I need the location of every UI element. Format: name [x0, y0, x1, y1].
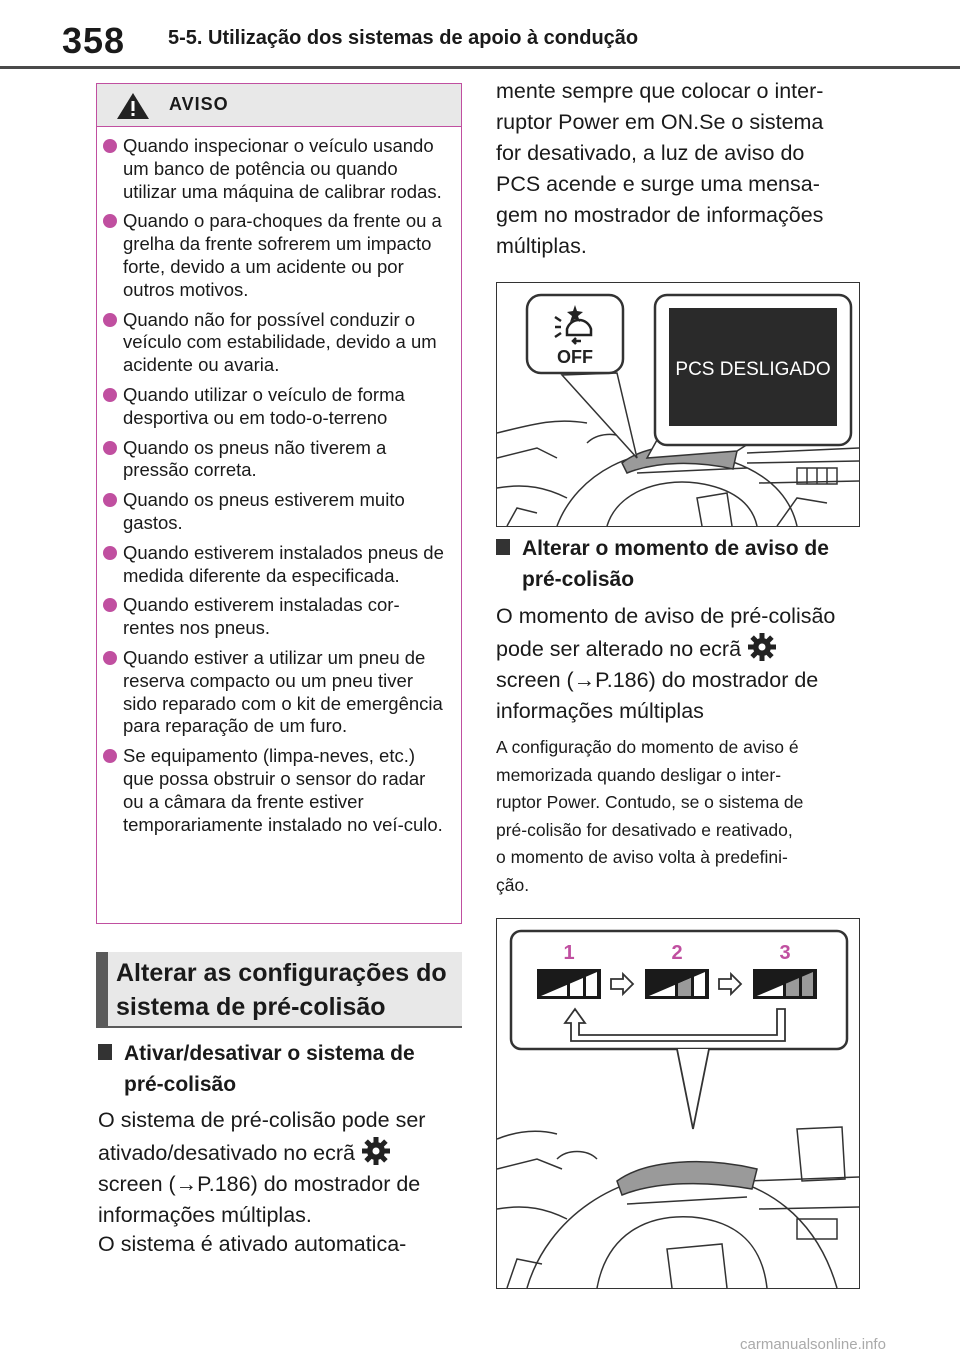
timing-level-1-icon: [537, 969, 601, 999]
warning-item: Quando estiver a utilizar um pneu de reserva compacto ou um pneu tiver sido reparado com o kit de emergência para reparação de um furo.: [103, 647, 449, 738]
warning-item: Se equipamento (limpa-neves, etc.) que possa obstruir o sensor do radar ou a câmara da frente estiver temporariamente instalado no veí-culo.: [103, 745, 449, 836]
warning-item: Quando estiverem instaladas cor-rentes nos pneus.: [103, 594, 449, 640]
dashboard-drawing: [497, 1127, 859, 1288]
step-3-label: 3: [779, 942, 791, 964]
pcs-off-message: PCS DESLIGADO: [675, 359, 831, 380]
warning-item: Quando inspecionar o veículo usando um banco de potência ou quando utilizar uma máquina de calibrar rodas.: [103, 135, 449, 203]
step-2-label: 2: [671, 942, 683, 964]
cluster-highlight: [617, 1162, 757, 1195]
warning-timing-figure: [496, 918, 860, 1289]
warning-item: Quando o para-choques da frente ou a grelha da frente sofrerem um impacto forte, devido a um acidente ou por outros motivos.: [103, 210, 449, 301]
enable-paragraph-1: O sistema de pré-colisão pode ser ativado/desativado no ecrã screen (→P.186) do mostrador de informações múltiplas.: [98, 1108, 426, 1227]
bullet-icon: [103, 214, 117, 228]
page-header: [0, 0, 960, 70]
settings-heading: Alterar as configurações do sistema de pré-colisão: [96, 952, 462, 1028]
enable-paragraph-2-start: O sistema é ativado automatica-: [98, 1232, 407, 1256]
warning-triangle-icon: [115, 91, 151, 121]
dashboard-illustration: [497, 283, 859, 526]
timing-note: A configuração do momento de aviso é memorizada quando desligar o inter- ruptor Power. Contudo, se o sistema de pré-colisão for desativado e reativado, o momento de aviso volta à predefini- ção.: [496, 737, 804, 895]
warning-header: [97, 84, 461, 127]
section-title: 5-5. Utilização dos sistemas de apoio à condução: [168, 27, 639, 49]
bullet-icon: [103, 546, 117, 560]
bullet-icon: [103, 388, 117, 402]
timing-illustration: [497, 919, 859, 1288]
off-indicator-label: OFF: [557, 347, 593, 367]
bullet-icon: [103, 493, 117, 507]
timing-heading: Alterar o momento de aviso de pré-colisão: [496, 533, 876, 595]
footer-brand: carmanualsonline.info: [740, 1336, 886, 1353]
bullet-icon: [103, 313, 117, 327]
timing-paragraph: O momento de aviso de pré-colisão pode ser alterado no ecrã screen (→P.186) do mostrador de informações múltiplas: [496, 604, 836, 723]
bullet-icon: [103, 749, 117, 763]
warning-item: Quando estiverem instalados pneus de medida diferente da especificada.: [103, 542, 449, 588]
warning-item: Quando os pneus estiverem muito gastos.: [103, 489, 449, 535]
warning-item: Quando não for possível conduzir o veículo com estabilidade, devido a um acidente ou avaria.: [103, 309, 449, 377]
square-bullet-icon: [98, 1044, 112, 1060]
enable-disable-heading: Ativar/desativar o sistema de pré-colisão: [98, 1038, 468, 1100]
warning-title: AVISO: [169, 94, 229, 114]
page-number: 358: [62, 20, 126, 61]
pcs-off-figure: [496, 282, 860, 527]
bullet-icon: [103, 598, 117, 612]
enable-paragraph-2-cont: mente sempre que colocar o inter- ruptor Power em ON.Se o sistema for desativado, a luz de aviso do PCS acende e surge uma mensa- gem no mostrador de informações múltiplas.: [496, 79, 824, 258]
bullet-icon: [103, 139, 117, 153]
warning-list: [97, 127, 461, 836]
warning-item: Quando os pneus não tiverem a pressão correta.: [103, 437, 449, 483]
bullet-icon: [103, 441, 117, 455]
warning-item: Quando utilizar o veículo de forma desportiva ou em todo-o-terreno: [103, 384, 449, 430]
square-bullet-icon: [496, 539, 510, 555]
header-divider: [0, 66, 960, 69]
warning-box: [96, 83, 462, 924]
step-1-label: 1: [563, 942, 575, 964]
bullet-icon: [103, 651, 117, 665]
timing-level-2-icon: [645, 969, 709, 999]
timing-level-3-icon: [753, 969, 817, 999]
gear-icon: [361, 1136, 391, 1166]
gear-icon: [747, 632, 777, 662]
